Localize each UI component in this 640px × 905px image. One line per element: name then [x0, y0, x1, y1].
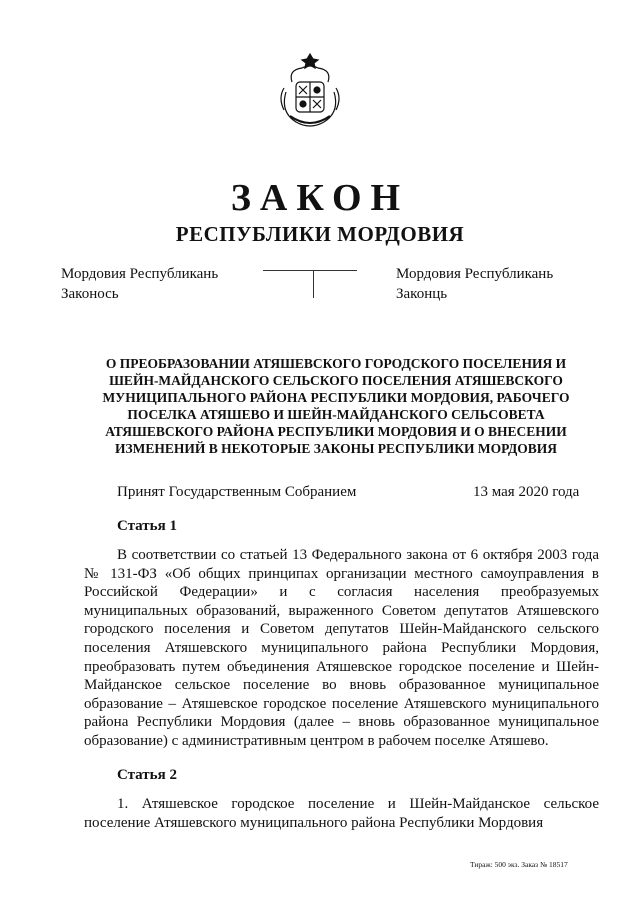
- moksha-right-line2: Законць: [396, 286, 448, 302]
- law-title-line: ИЗМЕНЕНИЙ В НЕКОТОРЫЕ ЗАКОНЫ РЕСПУБЛИКИ МОРДОВИЯ: [114, 441, 558, 456]
- law-title-line: ШЕЙН-МАЙДАНСКОГО СЕЛЬСКОГО ПОСЕЛЕНИЯ АТЯШЕВСКОГО: [109, 373, 563, 388]
- moksha-title-left: [61, 264, 218, 304]
- article-1-heading: Статья 1: [117, 518, 177, 534]
- article-2-heading: Статья 2: [117, 767, 177, 783]
- law-title-line: МУНИЦИПАЛЬНОГО РАЙОНА РЕСПУБЛИКИ МОРДОВИЯ, РАБОЧЕГО: [102, 390, 570, 405]
- law-title-line: АТЯШЕВСКОГО РАЙОНА РЕСПУБЛИКИ МОРДОВИЯ И О ВНЕСЕНИИ: [105, 424, 567, 439]
- law-title: [96, 355, 576, 457]
- moksha-right-line1: Мордовия Республикань: [396, 266, 554, 282]
- header-divider-tick: [313, 270, 314, 298]
- article-1-text: В соответствии со статьей 13 Федерального закона от 6 октября 2003 года № 131-ФЗ «Об общих принципах организации местного самоуправления в Российской Федерации» и с согласия населения преобразуемых муниципальных образований, выраженного Советом депутатов Атяшевского городского поселения и Советом депутатов Шейн-Майданского сельского поселения Атяшевского муниципального района Республики Мордовия, преобразовать путем объединения Атяшевское городское поселение и Шейн-Майданское сельское поселение во вновь образованное муниципальное образование – Атяшевское городское поселение Атяшевского муниципального района Республики Мордовия (далее – вновь образованное муниципальное образование) с административным центром в рабочем поселке Атяшево.: [84, 547, 599, 749]
- moksha-title-right: [396, 264, 553, 304]
- document-subtitle: РЕСПУБЛИКИ МОРДОВИЯ: [175, 222, 465, 246]
- article-2-text: 1. Атяшевское городское поселение и Шейн-Майданское сельское поселение Атяшевского муниципального района Республики Мордовия: [84, 796, 599, 831]
- adoption-date: 13 мая 2020 года: [473, 484, 580, 500]
- header-divider: [263, 270, 357, 271]
- coat-of-arms-icon: [272, 52, 348, 132]
- adopted-by: Принят Государственным Собранием: [117, 484, 357, 500]
- law-title-line: ПОСЕЛКА АТЯШЕВО И ШЕЙН-МАЙДАНСКОГО СЕЛЬСОВЕТА: [127, 407, 545, 422]
- moksha-left-line1: Мордовия Республикань: [61, 266, 219, 282]
- law-title-line: О ПРЕОБРАЗОВАНИИ АТЯШЕВСКОГО ГОРОДСКОГО ПОСЕЛЕНИЯ И: [105, 356, 567, 371]
- document-title: ЗАКОН: [230, 177, 410, 219]
- moksha-left-line2: Законось: [61, 286, 119, 302]
- print-info: Тираж: 500 экз. Заказ № 18517: [470, 860, 568, 869]
